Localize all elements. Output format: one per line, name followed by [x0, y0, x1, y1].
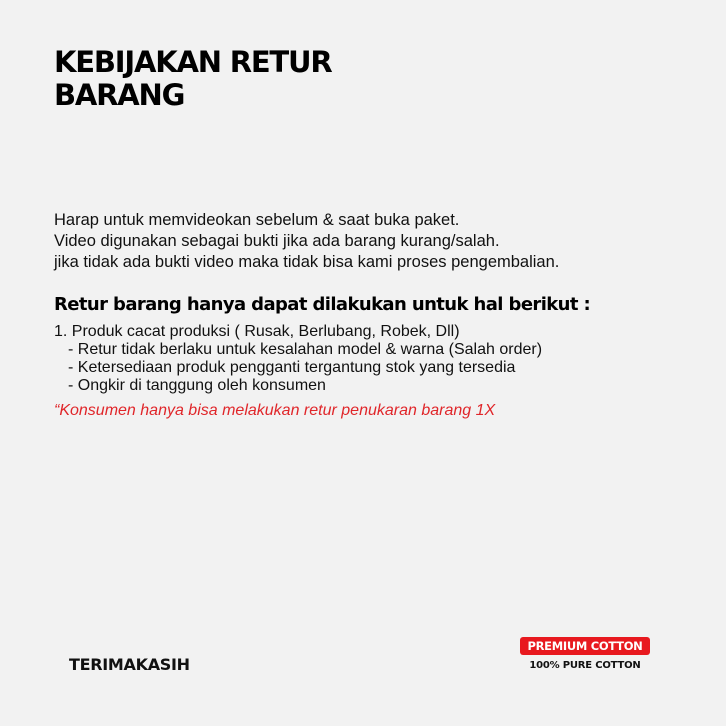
rule-item-1: 1. Produk cacat produksi ( Rusak, Berlubang, Robek, Dll)	[54, 323, 460, 340]
rule-sub-item-2: - Ketersediaan produk pengganti tergantung stok yang tersedia	[68, 359, 516, 376]
rules-list	[54, 323, 542, 395]
rule-sub-item-3: - Ongkir di tanggung oleh konsumen	[68, 377, 326, 394]
title-line-2: BARANG	[54, 78, 185, 112]
pure-cotton-label: 100% PURE COTTON	[529, 660, 641, 671]
premium-cotton-badge: PREMIUM COTTON	[520, 637, 650, 655]
return-limit-note: “Konsumen hanya bisa melakukan retur penukaran barang 1X	[54, 402, 496, 419]
rules-heading: Retur barang hanya dapat dilakukan untuk hal berikut :	[54, 294, 591, 315]
intro-line-3: jika tidak ada bukti video maka tidak bisa kami proses pengembalian.	[54, 253, 560, 271]
page-title	[54, 46, 332, 112]
intro-line-1: Harap untuk memvideokan sebelum & saat buka paket.	[54, 211, 460, 229]
intro-line-2: Video digunakan sebagai bukti jika ada barang kurang/salah.	[54, 232, 500, 250]
intro-text	[54, 210, 559, 273]
rule-sub-item-1: - Retur tidak berlaku untuk kesalahan model & warna (Salah order)	[68, 341, 543, 358]
thanks-text: TERIMAKASIH	[69, 655, 190, 674]
title-line-1: KEBIJAKAN RETUR	[54, 45, 332, 79]
